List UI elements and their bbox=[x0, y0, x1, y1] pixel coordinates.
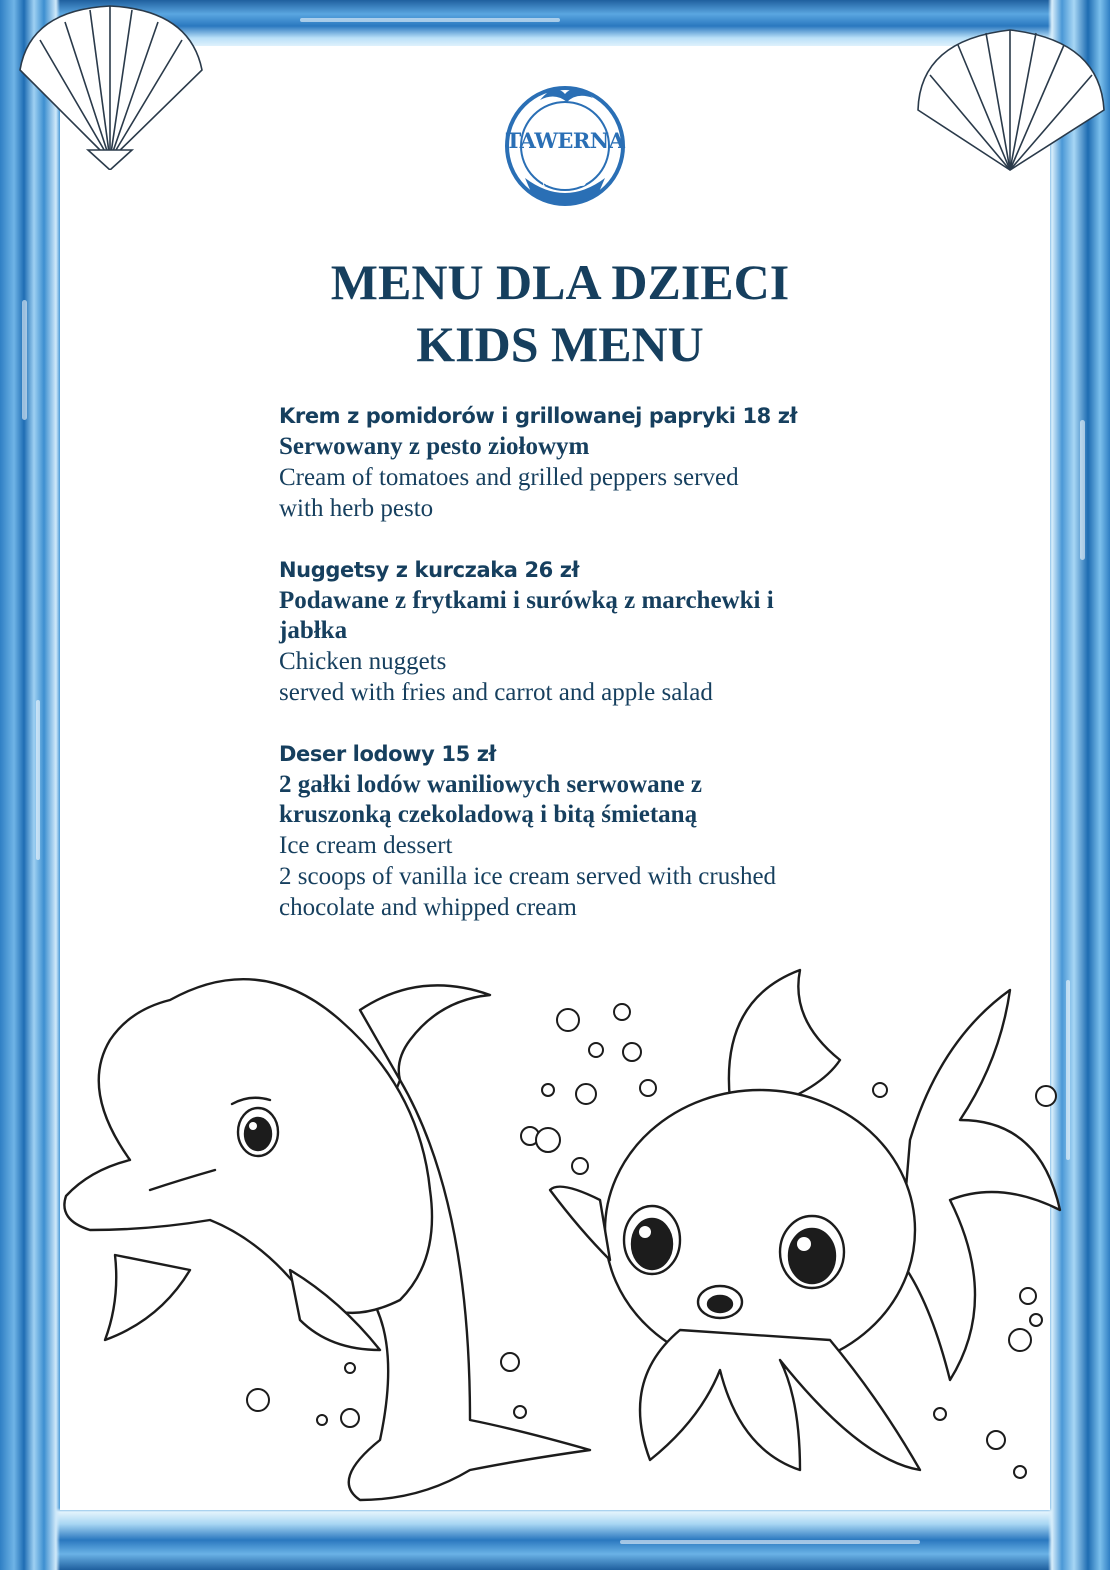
logo-sub: MOLO bbox=[541, 176, 589, 189]
logo-name: TAWERNA bbox=[505, 128, 625, 153]
menu-item-desc-en: with herb pesto bbox=[279, 495, 434, 522]
menu-item-desc-pl: Podawane z frytkami i surówką z marchewki i bbox=[279, 587, 774, 614]
menu-item-desc-pl: jabłka bbox=[279, 617, 348, 644]
menu-item-name: Deser lodowy 15 zł bbox=[279, 742, 496, 766]
page-title: MENU DLA DZIECI bbox=[330, 254, 790, 310]
menu-item-desc-en: chocolate and whipped cream bbox=[279, 894, 577, 921]
menu-item-desc-en: Chicken nuggets bbox=[279, 648, 447, 675]
menu-item-name: Nuggetsy z kurczaka 26 zł bbox=[279, 558, 580, 582]
menu-item-desc-pl: kruszonką czekoladową i bitą śmietaną bbox=[279, 801, 698, 828]
menu-item-desc-en: Cream of tomatoes and grilled peppers served bbox=[279, 464, 739, 491]
menu-item-desc-pl: 2 gałki lodów waniliowych serwowane z bbox=[279, 771, 702, 798]
menu-item-desc-en: Ice cream dessert bbox=[279, 832, 453, 859]
menu-item-desc-pl: Serwowany z pesto ziołowym bbox=[279, 433, 590, 460]
page-subtitle: KIDS MENU bbox=[416, 316, 704, 372]
menu-item-name: Krem z pomidorów i grillowanej papryki 18 zł bbox=[279, 404, 797, 428]
menu-item-desc-en: served with fries and carrot and apple salad bbox=[279, 679, 713, 706]
menu-item-desc-en: 2 scoops of vanilla ice cream served with crushed bbox=[279, 863, 777, 890]
